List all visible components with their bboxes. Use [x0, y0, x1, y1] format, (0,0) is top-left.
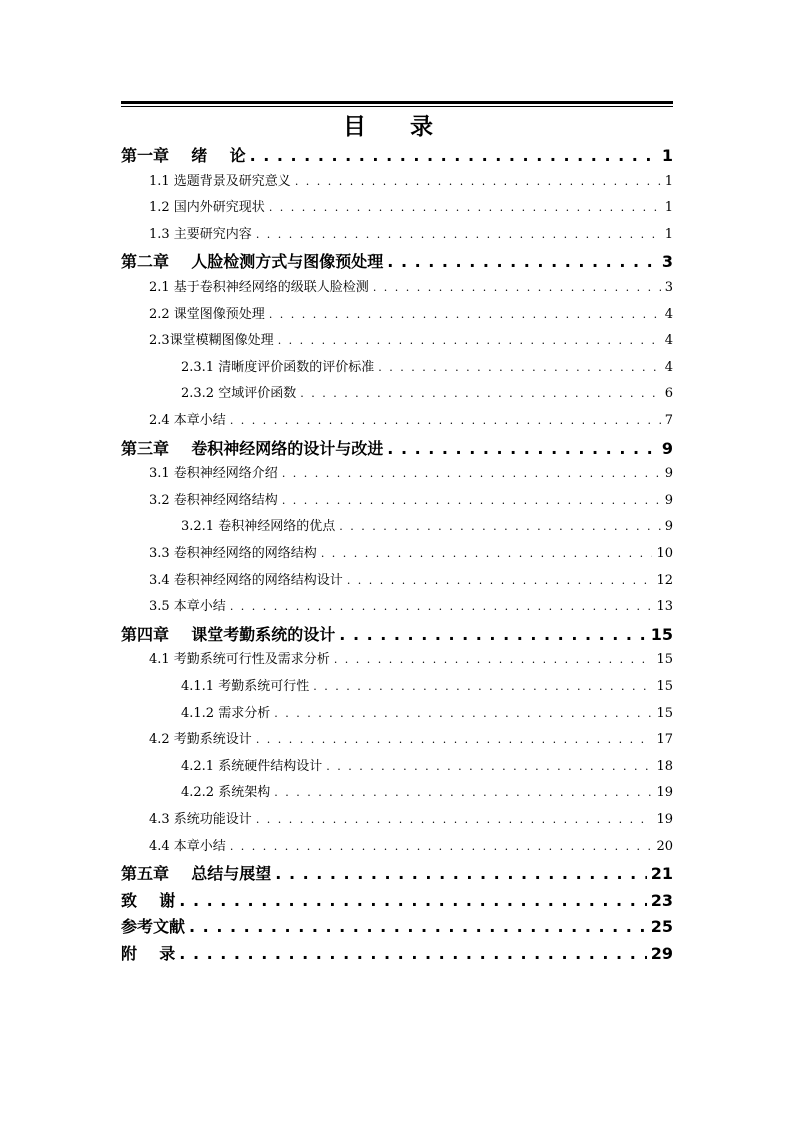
toc-entry-page-number: 4 [664, 359, 673, 375]
toc-entry-label: 3.3 卷积神经网络的网络结构 [149, 546, 317, 561]
toc-entry-section[interactable] [149, 464, 673, 484]
toc-entry-page-number: 9 [664, 466, 673, 482]
toc-entry-label: 4.1.2 需求分析 [181, 705, 271, 721]
toc-entry-label: 2.3.2 空域评价函数 [181, 386, 297, 402]
toc-entry-chapter[interactable] [121, 145, 673, 167]
toc-entry-page-number: 7 [664, 413, 673, 428]
toc-entry-subsection[interactable] [181, 677, 673, 697]
toc-entry-subsection[interactable] [181, 783, 673, 803]
dot-leader [179, 890, 646, 912]
dot-leader [334, 650, 653, 670]
dot-leader [189, 916, 647, 938]
toc-entry-label: 参考文献 [121, 917, 186, 937]
toc-entry-label: 4.2 考勤系统设计 [149, 732, 252, 748]
toc-entry-page-number: 21 [650, 864, 673, 884]
toc-entry-page-number: 17 [656, 732, 673, 748]
toc-entry-chapter[interactable] [121, 916, 673, 938]
toc-entry-page-number: 10 [656, 546, 673, 561]
dot-leader [321, 544, 653, 564]
toc-entry-subsection[interactable] [181, 358, 673, 378]
dot-leader [387, 438, 658, 460]
toc-entry-section[interactable] [149, 597, 673, 617]
toc-entry-label: 2.4 本章小结 [149, 413, 226, 428]
toc-entry-section[interactable] [149, 225, 673, 245]
toc-entry-section[interactable] [149, 331, 673, 351]
toc-entry-page-number: 1 [664, 200, 673, 216]
toc-entry-chapter[interactable] [121, 890, 673, 912]
toc-entry-label: 2.2 课堂图像预处理 [149, 306, 265, 322]
toc-entry-section[interactable] [149, 810, 673, 830]
toc-entry-chapter[interactable] [121, 438, 673, 460]
toc-entry-page-number: 1 [661, 146, 673, 165]
toc-entry-label: 第一章 绪 论 [121, 146, 246, 165]
dot-leader [275, 863, 646, 885]
dot-leader [326, 757, 652, 777]
toc-entry-section[interactable] [149, 650, 673, 670]
dot-leader [269, 305, 661, 325]
toc-entry-subsection[interactable] [181, 757, 673, 777]
toc-entry-subsection[interactable] [181, 704, 673, 724]
toc-entry-chapter[interactable] [121, 943, 673, 965]
toc-entry-page-number: 3 [661, 252, 673, 272]
toc-entry-page-number: 20 [656, 838, 673, 854]
dot-leader [269, 198, 661, 218]
toc-entry-label: 3.4 卷积神经网络的网络结构设计 [149, 572, 343, 588]
toc-entry-section[interactable] [149, 278, 673, 298]
dot-leader [230, 597, 653, 617]
toc-entry-label: 3.1 卷积神经网络介绍 [149, 466, 278, 482]
toc-entry-label: 4.3 系统功能设计 [149, 812, 252, 827]
toc-entry-page-number: 12 [656, 572, 673, 588]
toc-entry-label: 1.3 主要研究内容 [149, 226, 252, 242]
toc-entry-page-number: 9 [664, 492, 673, 508]
toc-entry-label: 4.1.1 考勤系统可行性 [181, 679, 310, 694]
toc-entry-subsection[interactable] [181, 384, 673, 404]
toc-entry-section[interactable] [149, 571, 673, 591]
dot-leader [179, 943, 646, 965]
toc-entry-subsection[interactable] [181, 517, 673, 537]
dot-leader [347, 571, 653, 591]
dot-leader [282, 464, 661, 484]
toc-entry-page-number: 25 [650, 917, 673, 937]
toc-entry-label: 第五章 总结与展望 [121, 864, 272, 884]
dot-leader [378, 358, 661, 378]
dot-leader [230, 411, 661, 431]
dot-leader [282, 491, 661, 511]
toc-entry-page-number: 19 [656, 812, 673, 827]
toc-entry-label: 致 谢 [121, 890, 176, 910]
toc-entry-label: 3.2.1 卷积神经网络的优点 [181, 519, 336, 535]
dot-leader [300, 384, 661, 404]
dot-leader [373, 278, 661, 298]
toc-entry-label: 第二章 人脸检测方式与图像预处理 [121, 252, 384, 272]
dot-leader [256, 730, 653, 750]
toc-entry-chapter[interactable] [121, 624, 673, 646]
dot-leader [339, 624, 646, 646]
toc-entry-section[interactable] [149, 730, 673, 750]
toc-entry-section[interactable] [149, 172, 673, 192]
toc-entry-page-number: 4 [664, 333, 673, 349]
header-rule-thin [121, 106, 673, 107]
toc-entry-label: 2.3课堂模糊图像处理 [149, 333, 274, 349]
toc-entry-label: 第三章 卷积神经网络的设计与改进 [121, 438, 384, 458]
dot-leader [250, 145, 658, 167]
toc-entry-label: 4.2.1 系统硬件结构设计 [181, 758, 323, 774]
dot-leader [387, 251, 658, 273]
toc-entry-chapter[interactable] [121, 251, 673, 273]
toc-entry-page-number: 9 [661, 438, 673, 458]
toc-entry-page-number: 15 [650, 624, 673, 644]
toc-entry-page-number: 1 [664, 173, 673, 189]
toc-entry-page-number: 13 [656, 599, 673, 615]
toc-entry-label: 1.2 国内外研究现状 [149, 200, 265, 216]
dot-leader [339, 517, 661, 537]
toc-entry-section[interactable] [149, 198, 673, 218]
dot-leader [256, 810, 653, 830]
dot-leader [295, 172, 661, 192]
toc-entry-page-number: 19 [656, 785, 673, 801]
toc-entry-page-number: 4 [664, 306, 673, 322]
toc-entry-label: 2.1 基于卷积神经网络的级联人脸检测 [149, 280, 369, 295]
toc-entry-label: 附 录 [121, 944, 176, 963]
toc-entry-page-number: 6 [664, 386, 673, 402]
dot-leader [230, 837, 653, 857]
toc-entry-section[interactable] [149, 305, 673, 325]
toc-entry-page-number: 15 [656, 679, 673, 694]
toc-entry-page-number: 18 [656, 758, 673, 774]
toc-entry-section[interactable] [149, 544, 673, 564]
toc-title: 目 录 [342, 114, 451, 140]
toc-entry-page-number: 1 [664, 226, 673, 242]
dot-leader [256, 225, 661, 245]
toc-entry-label: 4.1 考勤系统可行性及需求分析 [149, 652, 330, 668]
toc-entry-page-number: 23 [650, 890, 673, 910]
toc-entry-page-number: 15 [656, 652, 673, 668]
toc-entry-page-number: 9 [664, 519, 673, 535]
toc-entry-label: 第四章 课堂考勤系统的设计 [121, 624, 336, 644]
dot-leader [278, 331, 661, 351]
toc-entry-label: 3.5 本章小结 [149, 599, 226, 615]
toc-entry-chapter[interactable] [121, 863, 673, 885]
toc-entry-label: 4.4 本章小结 [149, 838, 226, 854]
toc-entry-section[interactable] [149, 411, 673, 431]
dot-leader [274, 783, 652, 803]
header-rule-thick [121, 101, 673, 104]
toc-entry-page-number: 15 [656, 705, 673, 721]
toc-entry-page-number: 3 [664, 280, 673, 295]
toc-entry-label: 1.1 选题背景及研究意义 [149, 173, 291, 189]
toc-entry-label: 2.3.1 清晰度评价函数的评价标准 [181, 359, 375, 375]
dot-leader [274, 704, 652, 724]
dot-leader [313, 677, 652, 697]
toc-entry-page-number: 29 [650, 944, 673, 963]
toc-entry-section[interactable] [149, 837, 673, 857]
toc-entry-label: 3.2 卷积神经网络结构 [149, 492, 278, 508]
toc-entry-section[interactable] [149, 491, 673, 511]
toc-entry-label: 4.2.2 系统架构 [181, 785, 271, 801]
